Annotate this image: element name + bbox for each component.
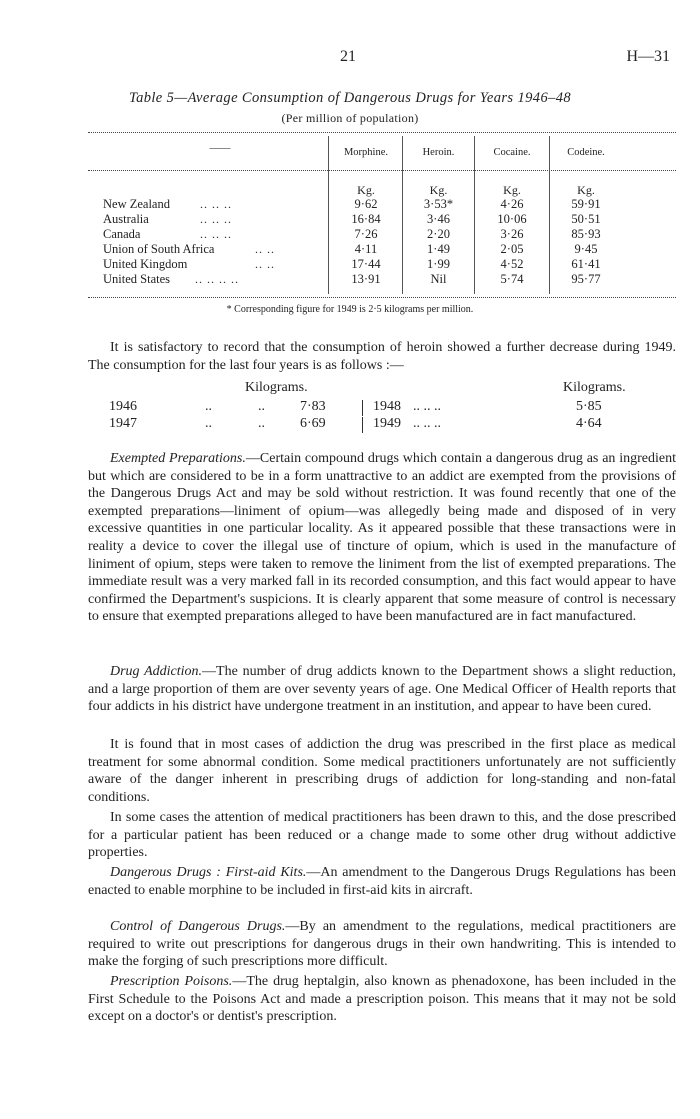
table-cell: 17·44 <box>351 257 381 271</box>
table-cell: 4·26 <box>500 197 524 211</box>
country-label: Australia <box>103 212 149 226</box>
paragraph-heading: Dangerous Drugs : First-aid Kits. <box>110 865 307 880</box>
paragraph-heading: Exempted Preparations. <box>110 451 246 466</box>
paragraph-heading: Prescription Poisons. <box>110 974 233 989</box>
year-label: 1949 <box>373 416 401 431</box>
attention-paragraph: In some cases the attention of medical practitioners has been drawn to this, and the dose prescribed for a particular patient has been reduced or a change made to some other drug without addictive properties. <box>88 810 676 861</box>
table-cell: 7·26 <box>354 227 378 241</box>
paragraph-heading: Control of Dangerous Drugs. <box>110 919 286 934</box>
table-cell: 3·53* <box>423 197 454 211</box>
unit-label: Kg. <box>577 183 595 197</box>
paragraph-body: —The drug heptalgin, also known as phenadoxone, has been included in the First Schedule to the Poisons Act and made a prescription poison. This means that it may not be sold except on a doctor's or dentist's prescription. <box>88 974 677 1025</box>
first-aid-kits-paragraph <box>88 864 676 899</box>
leader-dots: .. .. <box>255 257 275 271</box>
table-cell: 50·51 <box>571 212 601 226</box>
country-label: New Zealand <box>103 197 170 211</box>
table-cell: 9·45 <box>574 242 598 256</box>
page-header <box>0 48 700 68</box>
kilogram-value: 6·69 <box>300 416 326 431</box>
drug-addiction-paragraph <box>88 663 676 716</box>
year-label: 1948 <box>373 399 401 414</box>
table-cell: Nil <box>430 272 447 286</box>
country-label: United States <box>103 272 171 286</box>
table-header-rule <box>88 170 676 171</box>
table-cell: 1·49 <box>427 242 450 256</box>
table-bottom-rule <box>88 297 676 298</box>
column-header-cocaine: Cocaine. <box>493 147 531 158</box>
paragraph-body: —An amendment to the Dangerous Drugs Regulations has been enacted to enable morphine to be included in first-aid kits in aircraft. <box>88 865 676 898</box>
table-cell: 5·74 <box>500 272 524 286</box>
table-cell: 16·84 <box>351 212 381 226</box>
leader-dots: .. .. <box>255 242 275 256</box>
table-cell: 3·26 <box>500 227 524 241</box>
table-blank-header: —— <box>209 143 231 154</box>
table-cell: 95·77 <box>571 272 601 286</box>
leader-dots: .. .. .. <box>413 399 441 414</box>
unit-label: Kg. <box>357 183 375 197</box>
table-cell: 10·06 <box>497 212 527 226</box>
prescribed-paragraph: It is found that in most cases of addiction the drug was prescribed in the first place as medical treatment for some abnormal condition. Some medical practitioners unfortunately are not sufficiently aware of the danger inherent in prescribing drugs of addiction for long-standing and non-fatal conditions. <box>88 737 676 805</box>
column-separator <box>362 400 363 416</box>
table-cell: 4·52 <box>500 257 524 271</box>
leader-dots: .. .. .. <box>200 227 232 241</box>
table-subtitle: (Per million of population) <box>281 111 419 125</box>
heroin-paragraph: It is satisfactory to record that the consumption of heroin showed a further decrease during 1949. The consumption for the last four years is as follows :— <box>88 340 676 373</box>
table-cell: 3·46 <box>427 212 450 226</box>
leader-dots: .. .. .. .. <box>195 272 239 286</box>
kilograms-label: Kilograms. <box>245 380 308 395</box>
paragraph-body: —The number of drug addicts known to the Department shows a slight reduction, and a large proportion of them are over seventy years of age. One Medical Officer of Health reports that four addicts in his district have undergone treatment in an institution, and appear to have been cured. <box>88 664 676 715</box>
leader-dots: .. .. .. <box>200 212 232 226</box>
table-cell: 2·20 <box>427 227 450 241</box>
column-separator <box>362 417 363 433</box>
table-cell: 4·11 <box>354 242 378 256</box>
column-header-heroin: Heroin. <box>422 147 455 158</box>
leader-dots: .. <box>258 416 265 431</box>
column-header-codeine: Codeine. <box>567 147 605 158</box>
table-footnote: * Corresponding figure for 1949 is 2·5 kilograms per million. <box>226 304 474 315</box>
table-cell: 1·99 <box>427 257 450 271</box>
table-cell: 2·05 <box>500 242 524 256</box>
paragraph-heading: Drug Addiction. <box>110 664 203 679</box>
table-cell: 13·91 <box>351 272 381 286</box>
prescription-poisons-paragraph <box>88 973 676 1026</box>
kilogram-value: 4·64 <box>576 416 602 431</box>
column-header-morphine: Morphine. <box>343 147 389 158</box>
kilograms-label: Kilograms. <box>563 380 626 395</box>
page-number: 21 <box>340 48 356 65</box>
table-top-rule <box>88 132 676 133</box>
country-label: Union of South Africa <box>103 242 215 256</box>
leader-dots: .. .. .. <box>413 416 441 431</box>
table-title: Table 5—Average Consumption of Dangerous Drugs for Years 1946–48 <box>128 90 572 106</box>
table-cell: 85·93 <box>571 227 601 241</box>
unit-label: Kg. <box>429 183 448 197</box>
leader-dots: .. <box>258 399 265 414</box>
country-label: Canada <box>103 227 141 241</box>
paragraph-body: —By an amendment to the regulations, medical practitioners are required to write out prescriptions for dangerous drugs in their own handwriting. This is intended to make the forging of such prescriptions more difficult. <box>88 919 677 970</box>
control-of-dangerous-drugs-paragraph <box>88 918 676 971</box>
leader-dots: .. <box>205 416 212 431</box>
table-column-divider <box>328 136 329 294</box>
table-cell: 59·91 <box>571 197 601 211</box>
kilogram-value: 7·83 <box>300 399 326 414</box>
unit-label: Kg. <box>503 183 521 197</box>
table-cell: 9·62 <box>354 197 378 211</box>
report-code: H—31 <box>626 48 670 65</box>
year-label: 1947 <box>109 416 137 431</box>
country-label: United Kingdom <box>103 257 188 271</box>
year-label: 1946 <box>109 399 137 414</box>
leader-dots: .. .. .. <box>200 197 232 211</box>
table-cell: 61·41 <box>571 257 601 271</box>
paragraph-body: —Certain compound drugs which contain a dangerous drug as an ingredient but which are considered to be in a form unattractive to an addict are exempted from the provisions of the Dangerous Drugs Act and may be sold without restriction. It was found recently that one of the exempted preparations—liniment of opium—was allegedly being made and disposed of in very excessive quantities in one particular locality. As it appeared possible that these transactions were in reality a device to cover the illegal use of tincture of opium, which is used in the manufacture of liniment of opium, steps were taken to remove the liniment from the list of exempted preparations. The immediate result was a very marked fall in its recorded consumption, and this fact would appear to have confirmed the Department's suspicions. It is clearly apparent that some measure of control is necessary to ensure that exempted preparations alleged to have been manufactured are in fact manufactured. <box>88 451 676 625</box>
exempted-preparations-paragraph <box>88 450 676 626</box>
kilogram-value: 5·85 <box>576 399 602 414</box>
leader-dots: .. <box>205 399 212 414</box>
